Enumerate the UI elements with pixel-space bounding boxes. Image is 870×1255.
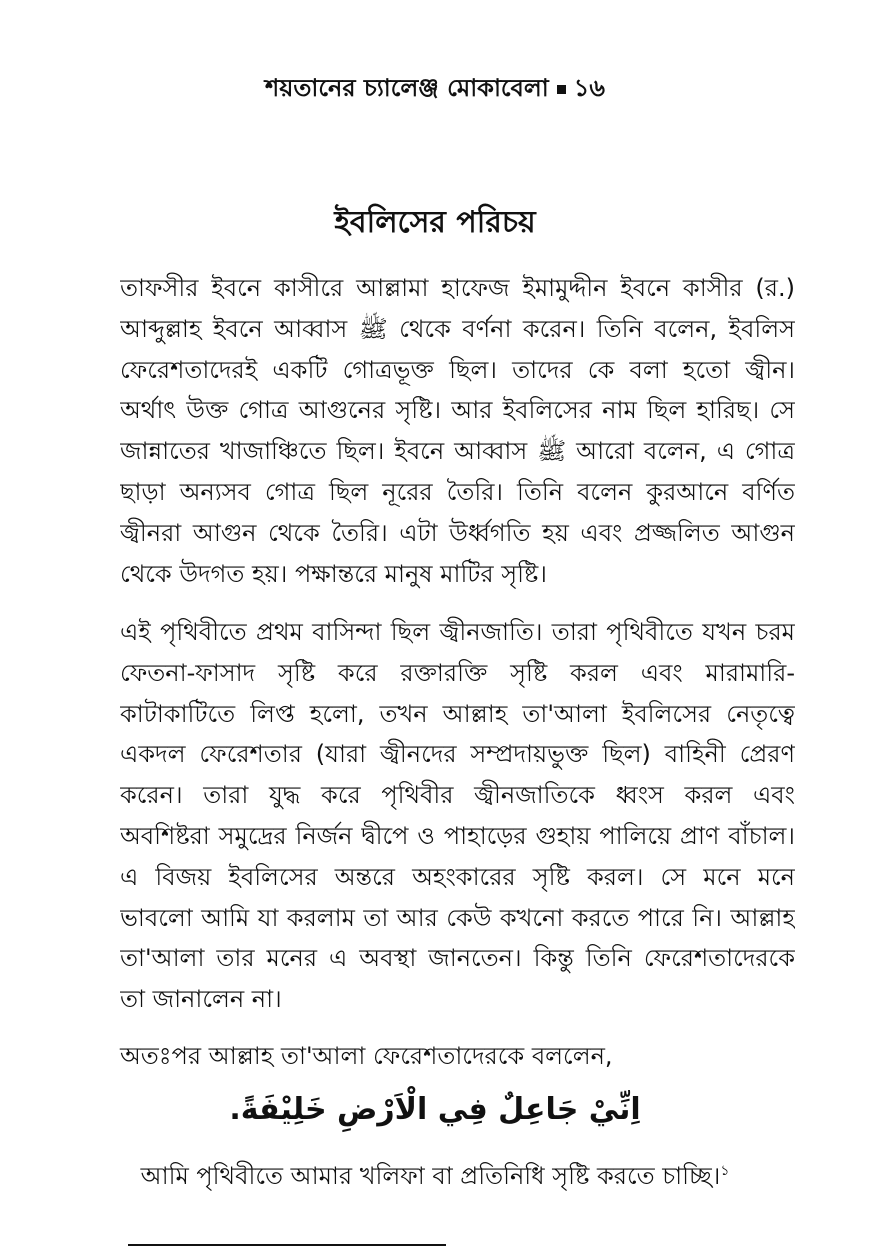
footnote-marker: ১ bbox=[720, 1163, 730, 1179]
paragraph-line: জান্নাতের খাজাঞ্চিতে ছিল। ইবনে আব্বাস ﷺ আরো বলেন, এ গোত্র bbox=[120, 437, 795, 466]
chapter-title: ইবলিসের পরিচয় bbox=[334, 205, 536, 240]
paragraph-line: থেকে উদগত হয়। পক্ষান্তরে মানুষ মাটির সৃষ্টি। bbox=[120, 559, 547, 588]
arabic-verse: اِنِّيْ جَاعِلٌ فِي الْاَرْضِ خَلِيْفَةً. bbox=[229, 1092, 641, 1127]
paragraph-1 bbox=[120, 268, 795, 594]
paragraph-line: ফেরেশতাদেরই একটি গোত্রভূক্ত ছিল। তাদের কে বলা হতো জ্বীন। bbox=[120, 355, 795, 384]
paragraph-line: আব্দুল্লাহ ইবনে আব্বাস ﷺ থেকে বর্ণনা করেন। তিনি বলেন, ইবলিস bbox=[120, 314, 795, 343]
running-header bbox=[0, 70, 870, 110]
paragraph-line: ছাড়া অন্যসব গোত্র ছিল নূরের তৈরি। তিনি বলেন কুরআনে বর্ণিত bbox=[120, 477, 795, 506]
footnote-divider bbox=[128, 1244, 446, 1246]
paragraph-line: এই পৃথিবীতে প্রথম বাসিন্দা ছিল জ্বীনজাতি। তারা পৃথিবীতে যখন চরম bbox=[120, 618, 795, 646]
paragraph-line: তা'আলা তার মনের এ অবস্থা জানতেন। কিন্তু তিনি ফেরেশতাদেরকে bbox=[120, 944, 795, 973]
paragraph-2 bbox=[120, 612, 795, 1020]
paragraph-line: ফেতনা-ফাসাদ সৃষ্টি করে রক্তারক্তি সৃষ্টি করল এবং মারামারি- bbox=[120, 658, 795, 687]
paragraph-line: তা জানালেন না। bbox=[120, 985, 282, 1014]
square-bullet-icon bbox=[557, 85, 566, 94]
paragraph-line: অর্থাৎ উক্ত গোত্র আগুনের সৃষ্টি। আর ইবলিসের নাম ছিল হারিছ। সে bbox=[120, 396, 795, 425]
paragraph-line: তাফসীর ইবনে কাসীরে আল্লামা হাফেজ ইমামুদ্দীন ইবনে কাসীর (র.) bbox=[120, 274, 795, 302]
paragraph-line: করেন। তারা যুদ্ধ করে পৃথিবীর জ্বীনজাতিকে ধ্বংস করল এবং bbox=[120, 781, 795, 810]
intro-line: অতঃপর আল্লাহ তা'আলা ফেরেশতাদেরকে বললেন, bbox=[120, 1042, 613, 1070]
translation-text: আমি পৃথিবীতে আমার খলিফা বা প্রতিনিধি সৃষ্টি করতে চাচ্ছি। bbox=[140, 1162, 721, 1190]
paragraph-line: কাটাকাটিতে লিপ্ত হলো, তখন আল্লাহ তা'আলা ইবলিসের নেতৃত্বে bbox=[120, 699, 795, 728]
paragraph-line: অবশিষ্টরা সমুদ্রের নির্জন দ্বীপে ও পাহাড়ের গুহায় পালিয়ে প্রাণ বাঁচাল। bbox=[120, 821, 795, 850]
paragraph-line: এ বিজয় ইবলিসের অন্তরে অহংকারের সৃষ্টি করল। সে মনে মনে bbox=[120, 862, 795, 891]
paragraph-line: জ্বীনরা আগুন থেকে তৈরি। এটা উর্ধ্বগতি হয় এবং প্রজ্জলিত আগুন bbox=[120, 518, 795, 547]
page-number: ১৬ bbox=[573, 74, 605, 102]
verse-translation bbox=[0, 1158, 870, 1198]
paragraph-line: একদল ফেরেশতার (যারা জ্বীনদের সম্প্রদায়ভুক্ত ছিল) বাহিনী প্রেরণ bbox=[120, 740, 795, 769]
book-title: শয়তানের চ্যালেঞ্জ মোকাবেলা bbox=[265, 74, 549, 102]
paragraph-line: ভাবলো আমি যা করলাম তা আর কেউ কখনো করতে পারে নি। আল্লাহ bbox=[120, 903, 795, 932]
